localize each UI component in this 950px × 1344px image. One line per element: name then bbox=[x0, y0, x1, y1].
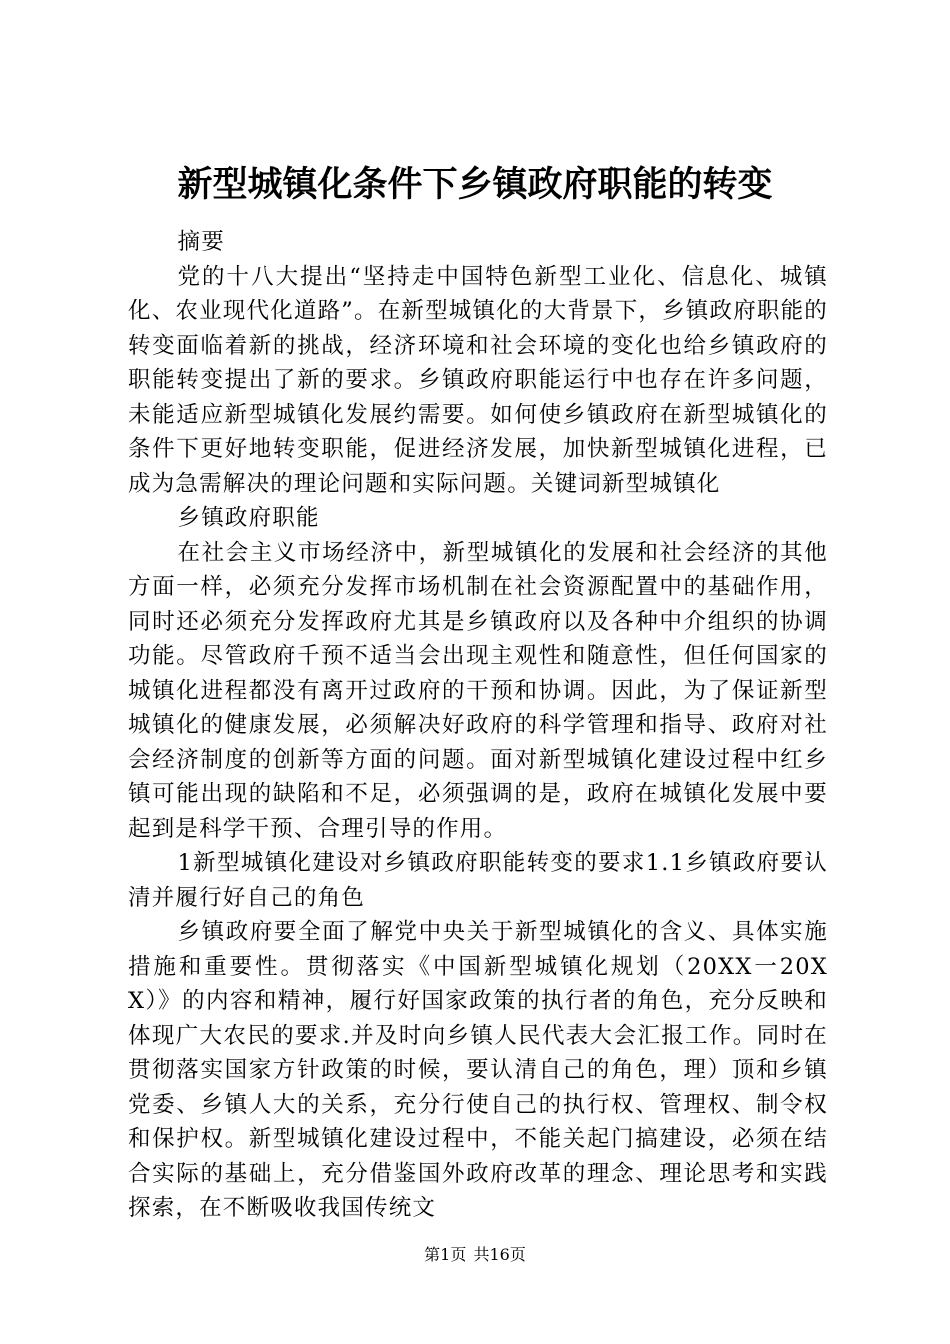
page-number: 第1页 bbox=[424, 1245, 467, 1264]
section-heading: 1新型城镇化建设对乡镇政府职能转变的要求1.1乡镇政府要认清并履行好自己的角色 bbox=[128, 850, 828, 911]
body-paragraph: 乡镇政府要全面了解党中央关于新型城镇化的含义、具体实施措施和重要性。贯彻落实《中国新型城镇化规划（20XX一20XX）》的内容和精神，履行好国家政策的执行者的角色，充分反映和体现广大农民的要求.并及时向乡镇人民代表大会汇报工作。同时在贯彻落实国家方针政策的时候，要认清自己的角色，理）顶和乡镇党委、乡镇人大的关系，充分行使自己的执行权、管理权、制令权和保护权。新型城镇化建设过程中，不能关起门搞建设，必须在结合实际的基础上，充分借鉴国外政府改革的理念、理论思考和实践探索，在不断吸收我国传统文 bbox=[128, 919, 828, 1221]
document-title: 新型城镇化条件下乡镇政府职能的转变 bbox=[177, 164, 773, 205]
keyword-line: 乡镇政府职能 bbox=[177, 505, 320, 531]
document-body bbox=[128, 225, 828, 1226]
page-footer bbox=[0, 1244, 950, 1266]
page-total: 共16页 bbox=[473, 1245, 526, 1264]
abstract-heading: 摘要 bbox=[177, 229, 225, 255]
abstract-paragraph: 党的十八大提出“坚持走中国特色新型工业化、信息化、城镇化、农业现代化道路”。在新型城镇化的大背景下，乡镇政府职能的转变面临着新的挑战，经济环境和社会环境的变化也给乡镇政府的职能转变提出了新的要求。乡镇政府职能运行中也存在许多问题，未能适应新型城镇化发展约需要。如何使乡镇政府在新型城镇化的条件下更好地转变职能，促进经济发展，加快新型城镇化进程，已成为急需解决的理论问题和实际问题。关键词新型城镇化 bbox=[128, 263, 829, 497]
body-paragraph: 在社会主义市场经济中，新型城镇化的发展和社会经济的其他方面一样，必须充分发挥市场机制在社会资源配置中的基础作用，同时还必须充分发挥政府尤其是乡镇政府以及各种中介组织的协调功能。尽管政府千预不适当会出现主观性和随意性，但任何国家的城镇化进程都没有离开过政府的干预和协调。因此，为了保证新型城镇化的健康发展，必须解决好政府的科学管理和指导、政府对社会经济制度的创新等方面的问题。面对新型城镇化建设过程中红乡镇可能出现的缺陷和不足，必须强调的是，政府在城镇化发展中要起到是科学干预、合理引导的作用。 bbox=[128, 539, 828, 842]
